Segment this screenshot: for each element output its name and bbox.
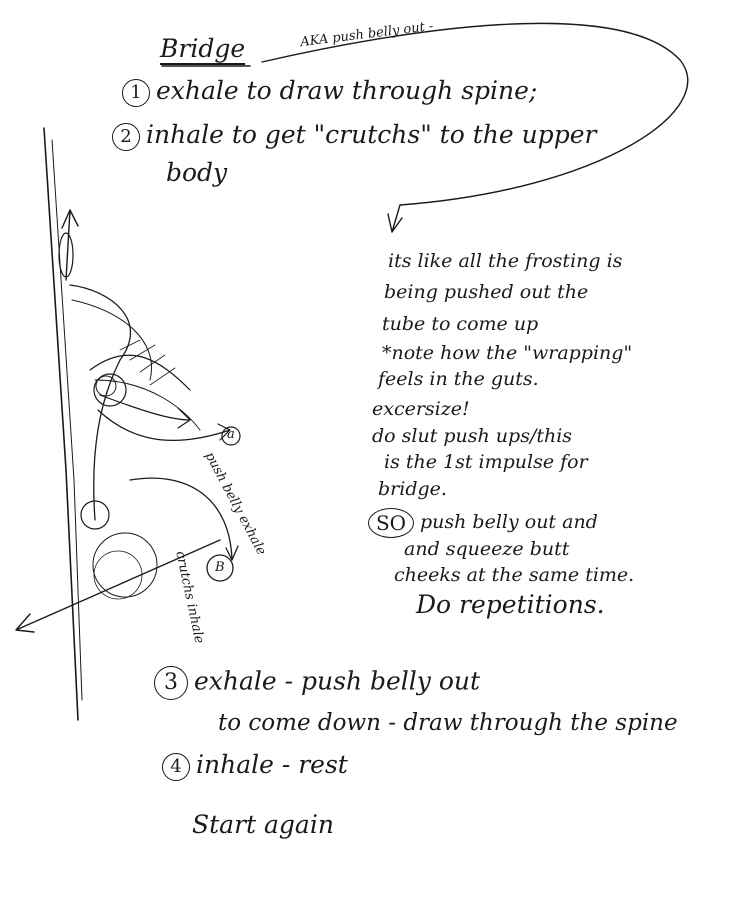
step-1-number: 1 xyxy=(122,79,150,107)
note-line-3: tube to come up xyxy=(382,313,539,335)
note-line-8: is the 1st impulse for xyxy=(384,451,588,473)
note-line-5: feels in the guts. xyxy=(378,368,539,390)
note-line-7: do slut push ups/this xyxy=(372,425,573,447)
diagram-label-a: push belly exhale xyxy=(201,449,269,558)
note-line-6: excersize! xyxy=(372,398,470,420)
step-3 xyxy=(154,666,480,700)
note-line-9: bridge. xyxy=(378,478,447,500)
step-3-continuation: to come down - draw through the spine xyxy=(218,710,678,736)
so-line-3: cheeks at the same time. xyxy=(394,564,635,586)
step-3-text: exhale - push belly out xyxy=(194,666,481,696)
step-2-continuation: body xyxy=(166,158,228,187)
step-1-text: exhale to draw through spine; xyxy=(156,76,538,105)
up-arrow xyxy=(62,210,78,280)
so-instruction xyxy=(368,508,598,538)
step-2 xyxy=(112,122,596,151)
note-line-4: *note how the "wrapping" xyxy=(382,342,633,364)
final-note: Do repetitions. xyxy=(416,590,605,619)
diagram-label-b: crutchs inhale xyxy=(172,549,207,645)
step-2-text: inhale to get "crutchs" to the upper xyxy=(146,120,597,149)
step-3-number: 3 xyxy=(154,666,188,700)
step-4-text: inhale - rest xyxy=(196,750,348,779)
so-line-1: push belly out and xyxy=(420,511,598,533)
step-4 xyxy=(162,752,348,781)
diagram-marker-a: a xyxy=(227,427,235,442)
diagram-marker-b: B xyxy=(215,560,225,575)
closing-note: Start again xyxy=(192,810,334,839)
step-4-number: 4 xyxy=(162,753,190,781)
page-title: Bridge xyxy=(160,34,246,63)
step-1 xyxy=(122,78,537,107)
so-label: SO xyxy=(368,508,414,538)
step-2-number: 2 xyxy=(112,123,140,151)
note-line-1: its like all the frosting is xyxy=(388,250,623,272)
aka-note: AKA push belly out - xyxy=(299,18,435,51)
so-line-2: and squeeze butt xyxy=(404,538,570,560)
note-line-2: being pushed out the xyxy=(384,281,589,303)
